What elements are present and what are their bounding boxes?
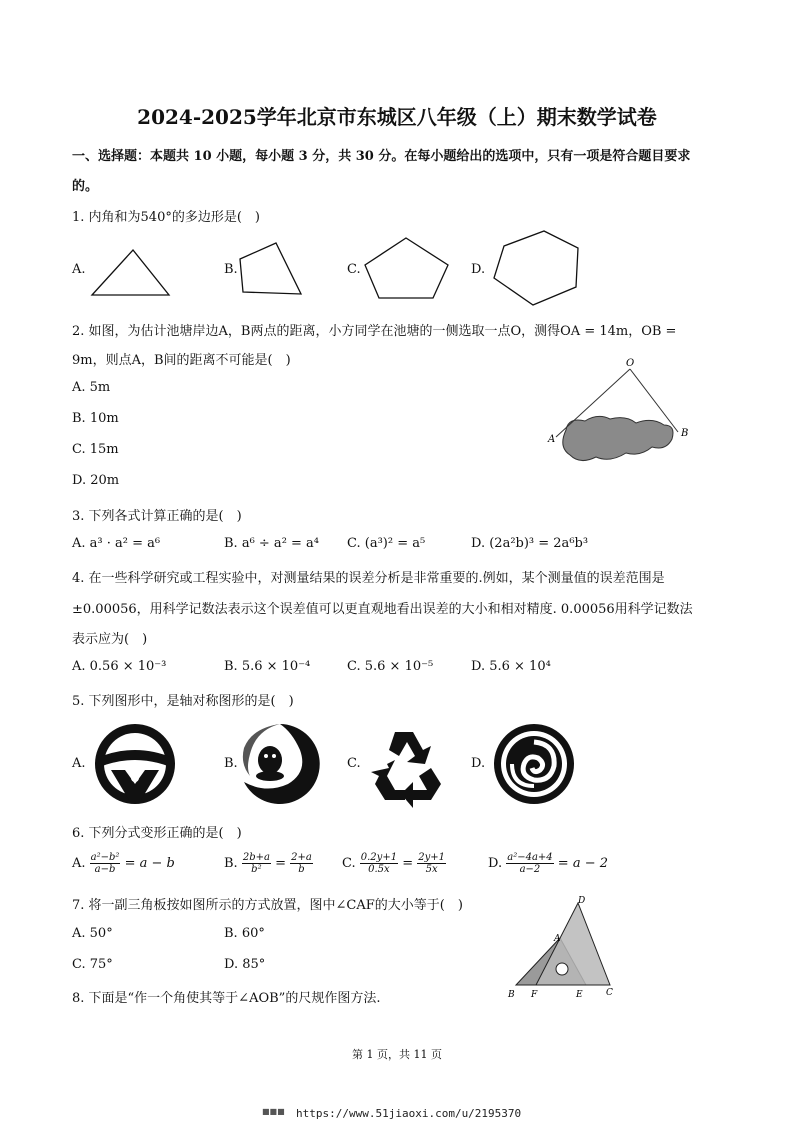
- ruler-label-d: D: [578, 896, 586, 906]
- q6-option-c-den2: 5x: [425, 864, 438, 875]
- q1-option-c-label: C.: [347, 262, 361, 277]
- hexagon-figure: [490, 228, 582, 308]
- q6-option-d-fraction: [506, 852, 553, 875]
- q5-stem: 5. 下列图形中，是轴对称图形的是( ): [72, 694, 294, 709]
- q2-stem-line2: 9m，则点A，B间的距离不可能是( ): [72, 353, 291, 368]
- ruler-label-b: B: [508, 990, 515, 1000]
- logo-a-figure: [91, 720, 179, 808]
- q3-option-d: D. (2a²b)³ = 2a⁶b³: [471, 536, 589, 551]
- q6-stem: 6. 下列分式变形正确的是( ): [72, 826, 242, 841]
- q2-option-a: A. 5m: [72, 380, 111, 395]
- ruler-label-c: C: [606, 988, 613, 998]
- q8-stem: 8. 下面是“作一个角使其等于∠AOB”的尺规作图方法.: [72, 991, 381, 1006]
- pond-figure: [540, 355, 710, 475]
- q6-option-c-fraction-right: [417, 852, 446, 875]
- q7-stem: 7. 将一副三角板按如图所示的方式放置，图中∠CAF的大小等于( ): [72, 898, 463, 913]
- q1-option-d-label: D.: [471, 262, 486, 277]
- q7-option-d: D. 85°: [224, 957, 266, 972]
- q5-option-b-label: B.: [224, 756, 238, 771]
- q6-option-c-fraction-left: [360, 852, 398, 875]
- q2-option-b: B. 10m: [72, 411, 119, 426]
- section-heading-line1: 一、选择题：本题共 10 小题，每小题 3 分，共 30 分。在每小题给出的选项中，只有一项是符合题目要求: [72, 149, 691, 164]
- q3-option-a: A. a³ · a² = a⁶: [72, 536, 161, 551]
- spiral-logo-figure: [490, 720, 578, 808]
- q5-option-c-label: C.: [347, 756, 361, 771]
- q6-option-b-den: b²: [251, 864, 262, 875]
- q6-option-d-rhs: = a − 2: [557, 856, 609, 871]
- q6-option-a-den: a−b: [94, 864, 116, 875]
- q6-option-a-prefix: A.: [72, 856, 86, 871]
- pond-label-b: B: [681, 428, 689, 439]
- q6-option-b-den2: b: [298, 864, 305, 875]
- q1-option-b-label: B.: [224, 262, 238, 277]
- section-heading-line2: 的。: [72, 179, 99, 194]
- q6-option-c: [342, 852, 446, 875]
- q6-option-a: [72, 852, 175, 875]
- q6-option-b-fraction-right: [290, 852, 313, 875]
- q7-option-b: B. 60°: [224, 926, 265, 941]
- q6-option-b-fraction-left: [242, 852, 271, 875]
- q6-option-a-fraction: [90, 852, 121, 875]
- q6-option-d-prefix: D.: [488, 856, 503, 871]
- page-footer: 第 1 页，共 11 页: [352, 1048, 442, 1061]
- q3-stem: 3. 下列各式计算正确的是( ): [72, 509, 242, 524]
- q6-option-c-den: 0.5x: [368, 864, 390, 875]
- q7-option-a: A. 50°: [72, 926, 113, 941]
- q4-stem-line3: 表示应为( ): [72, 632, 148, 647]
- q6-option-b-prefix: B.: [224, 856, 238, 871]
- triangle-figure: [85, 245, 175, 300]
- watermark-logo: ■■■: [262, 1107, 285, 1116]
- q4-stem-line2: ±0.00056，用科学记数法表示这个误差值可以更直观地看出误差的大小和相对精度. 0.00056用科学记数法: [72, 602, 693, 617]
- watermark-url[interactable]: https://www.51jiaoxi.com/u/2195370: [296, 1107, 522, 1120]
- q6-option-b-equals: =: [275, 856, 286, 871]
- pentagon-figure: [362, 235, 452, 305]
- q3-option-c: C. (a³)² = a⁵: [347, 536, 426, 551]
- q6-option-d-num: a²−4a+4: [507, 852, 553, 863]
- logo-b-figure: [236, 720, 324, 808]
- q6-option-a-num: a²−b²: [90, 852, 120, 863]
- q6-option-b-num2: 2+a: [291, 852, 312, 863]
- q2-stem-line1: 2. 如图，为估计池塘岸边A，B两点的距离，小方同学在池塘的一侧选取一点O，测得OA = 14m，OB =: [72, 324, 677, 339]
- q5-option-a-label: A.: [72, 756, 86, 771]
- q7-option-c: C. 75°: [72, 957, 113, 972]
- q6-option-c-equals: =: [402, 856, 414, 871]
- triangle-rulers-figure: [500, 893, 620, 1005]
- q1-stem: 1. 内角和为540°的多边形是( ): [72, 210, 260, 225]
- q6-option-d: [488, 852, 608, 875]
- ruler-label-e: E: [576, 990, 583, 1000]
- q6-option-c-num2: 2y+1: [418, 852, 446, 863]
- pond-label-o: O: [626, 358, 635, 369]
- q6-option-c-prefix: C.: [342, 856, 356, 871]
- q1-option-a-label: A.: [72, 262, 86, 277]
- q4-option-c: C. 5.6 × 10⁻⁵: [347, 659, 434, 674]
- q4-option-b: B. 5.6 × 10⁻⁴: [224, 659, 311, 674]
- q6-option-b-num: 2b+a: [242, 852, 270, 863]
- q6-option-a-rhs: = a − b: [124, 856, 175, 871]
- q4-option-d: D. 5.6 × 10⁴: [471, 659, 551, 674]
- q6-option-c-num: 0.2y+1: [360, 852, 398, 863]
- ruler-label-f: F: [531, 990, 538, 1000]
- q6-option-d-den: a−2: [519, 864, 541, 875]
- q2-option-c: C. 15m: [72, 442, 119, 457]
- q4-option-a: A. 0.56 × 10⁻³: [72, 659, 167, 674]
- pond-label-a: A: [548, 434, 556, 445]
- page-title: 2024-2025学年北京市东城区八年级（上）期末数学试卷: [137, 105, 657, 129]
- q4-stem-line1: 4. 在一些科学研究或工程实验中，对测量结果的误差分析是非常重要的.例如，某个测量值的误差范围是: [72, 571, 665, 586]
- q5-option-d-label: D.: [471, 756, 486, 771]
- recycle-icon: [365, 720, 453, 808]
- q6-option-b: [224, 852, 313, 875]
- q2-option-d: D. 20m: [72, 473, 120, 488]
- q3-option-b: B. a⁶ ÷ a² = a⁴: [224, 536, 320, 551]
- ruler-label-a: A: [554, 934, 561, 944]
- quadrilateral-figure: [236, 240, 306, 300]
